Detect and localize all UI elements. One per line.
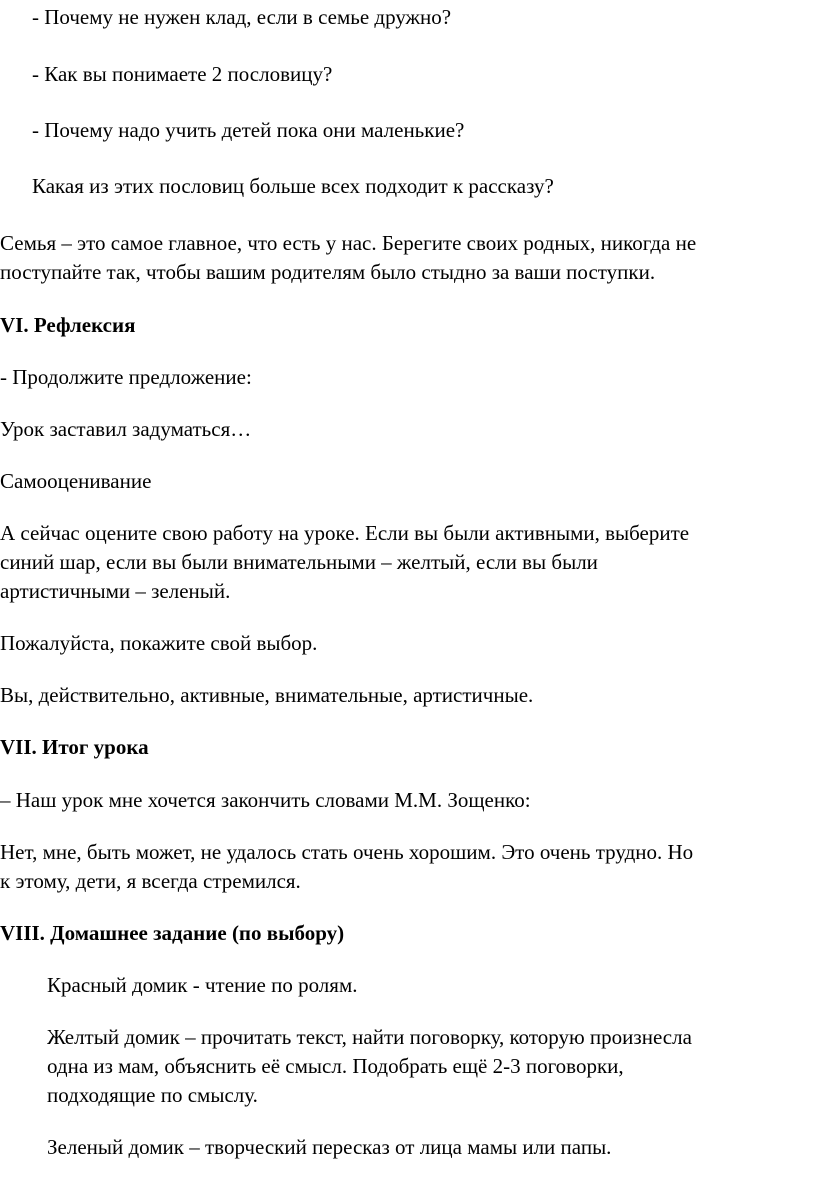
- reflection-prompt: - Продолжите предложение:: [0, 365, 252, 389]
- self-assessment-label: Самооценивание: [0, 469, 152, 493]
- question-4: Какая из этих пословиц больше всех подходит к рассказу?: [32, 174, 554, 198]
- homework-heading: VIII. Домашнее задание (по выбору): [0, 921, 345, 945]
- praise-text: Вы, действительно, активные, внимательные, артистичные.: [0, 683, 534, 707]
- homework-green: Зеленый домик – творческий пересказ от лица мамы или папы.: [47, 1135, 612, 1159]
- instructions-line-2: синий шар, если вы были внимательными – желтый, если вы были: [0, 550, 598, 574]
- reflection-sentence: Урок заставил задуматься…: [0, 417, 252, 441]
- homework-red: Красный домик - чтение по ролям.: [47, 973, 358, 997]
- conclusion-line-1: Семья – это самое главное, что есть у нас. Берегите своих родных, никогда не: [0, 231, 697, 255]
- reflection-heading: VI. Рефлексия: [0, 313, 136, 337]
- summary-intro: – Наш урок мне хочется закончить словами М.М. Зощенко:: [0, 788, 531, 812]
- instructions-line-1: А сейчас оцените свою работу на уроке. Если вы были активными, выберите: [0, 521, 690, 545]
- homework-yellow-line-1: Желтый домик – прочитать текст, найти поговорку, которую произнесла: [47, 1025, 692, 1049]
- homework-yellow-line-2: одна из мам, объяснить её смысл. Подобрать ещё 2-3 поговорки,: [47, 1054, 624, 1078]
- instructions-line-3: артистичными – зеленый.: [0, 579, 231, 603]
- quote-line-2: к этому, дети, я всегда стремился.: [0, 869, 301, 893]
- homework-yellow-line-3: подходящие по смыслу.: [47, 1083, 258, 1107]
- question-1: - Почему не нужен клад, если в семье дружно?: [32, 5, 452, 29]
- summary-heading: VII. Итог урока: [0, 735, 149, 759]
- question-2: - Как вы понимаете 2 пословицу?: [32, 62, 333, 86]
- question-3: - Почему надо учить детей пока они маленькие?: [32, 118, 465, 142]
- show-choice-text: Пожалуйста, покажите свой выбор.: [0, 631, 318, 655]
- quote-line-1: Нет, мне, быть может, не удалось стать очень хорошим. Это очень трудно. Но: [0, 840, 694, 864]
- conclusion-line-2: поступайте так, чтобы вашим родителям было стыдно за ваши поступки.: [0, 260, 656, 284]
